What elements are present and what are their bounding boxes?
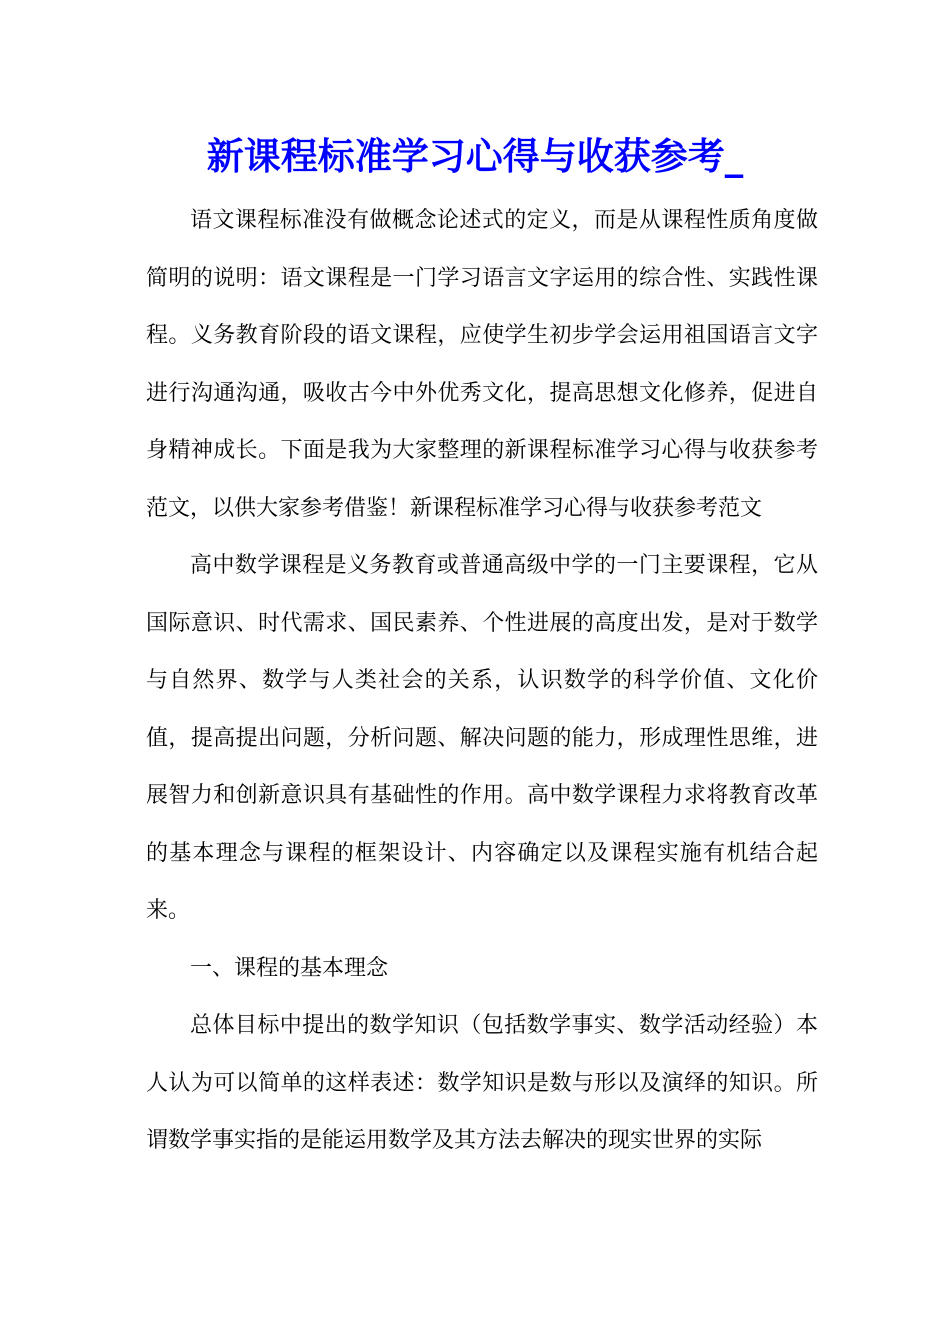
document-title: 新课程标准学习心得与收获参考_ [206,134,744,178]
document-body [146,192,818,1170]
section-heading-basic-concepts: 一、课程的基本理念 [190,955,389,981]
paragraph-intro: 语文课程标准没有做概念论述式的定义，而是从课程性质角度做简明的说明：语文课程是一门学习语言文字运用的综合性、实践性课程。义务教育阶段的语文课程，应使学生初步学会运用祖国语言文字进行沟通沟通，吸收古今中外优秀文化，提高思想文化修养，促进自身精神成长。下面是我为大家整理的新课程标准学习心得与收获参考范文，以供大家参考借鉴！新课程标准学习心得与收获参考范文 [146,208,818,521]
paragraph-math-knowledge: 总体目标中提出的数学知识（包括数学事实、数学活动经验）本人认为可以简单的这样表述：数学知识是数与形以及演绎的知识。所谓数学事实指的是能运用数学及其方法去解决的现实世界的实际 [146,1013,818,1153]
paragraph-math-course: 高中数学课程是义务教育或普通高级中学的一门主要课程，它从国际意识、时代需求、国民素养、个性进展的高度出发，是对于数学与自然界、数学与人类社会的关系，认识数学的科学价值、文化价值，提高提出问题，分析问题、解决问题的能力，形成理性思维，进展智力和创新意识具有基础性的作用。高中数学课程力求将教育改革的基本理念与课程的框架设计、内容确定以及课程实施有机结合起来。 [146,553,818,923]
